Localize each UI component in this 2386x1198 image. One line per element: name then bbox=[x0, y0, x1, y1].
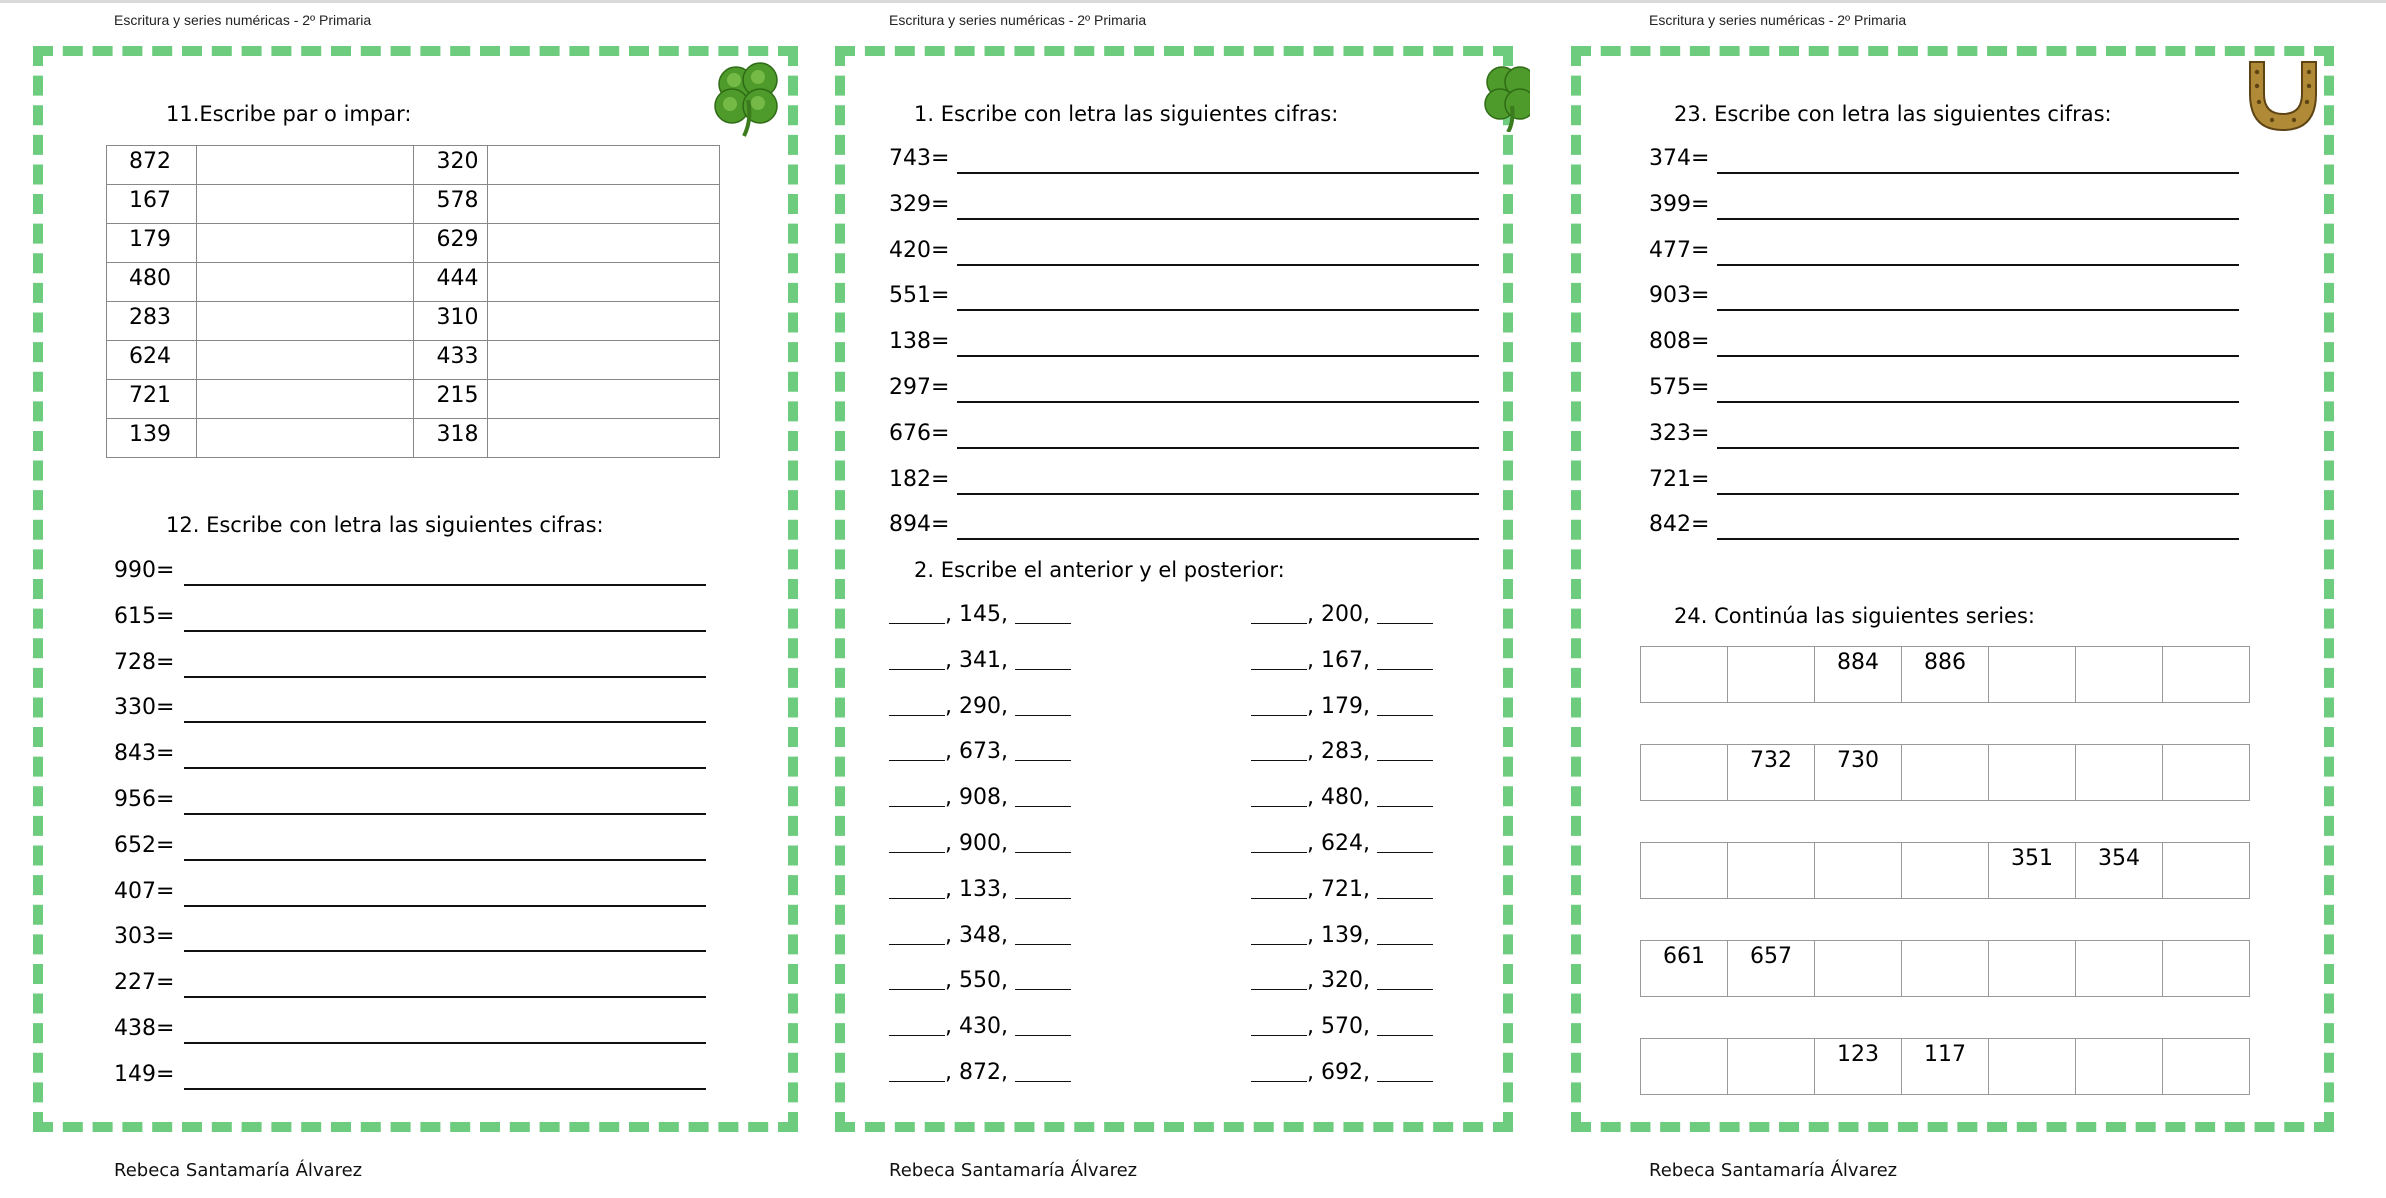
series-answer-cell[interactable] bbox=[1989, 745, 2076, 801]
series-answer-cell[interactable] bbox=[1728, 647, 1815, 703]
series-answer-cell[interactable] bbox=[1728, 843, 1815, 899]
number-label: 842= bbox=[1649, 512, 1710, 538]
number-label: 138= bbox=[889, 329, 950, 355]
sequence-number: , 872, bbox=[945, 1060, 1015, 1085]
number-cell: 139 bbox=[107, 419, 197, 458]
answer-blank[interactable] bbox=[1717, 375, 2239, 403]
sequence-number: , 145, bbox=[945, 602, 1015, 627]
series-row bbox=[1640, 646, 2250, 703]
number-cell: 872 bbox=[107, 146, 197, 185]
number-label: 182= bbox=[889, 466, 950, 492]
series-answer-cell[interactable] bbox=[2163, 1039, 2250, 1095]
series-answer-cell[interactable] bbox=[1989, 941, 2076, 997]
series-row bbox=[1640, 842, 2250, 899]
number-label: 551= bbox=[889, 283, 950, 309]
answer-blank[interactable] bbox=[1717, 146, 2239, 174]
number-label: 438= bbox=[114, 1016, 175, 1041]
writing-line bbox=[1649, 238, 1709, 263]
number-label: 330= bbox=[114, 695, 175, 721]
question-23-title: 23. Escribe con letra las siguientes cifras: bbox=[1674, 102, 2112, 126]
sequence-number: , 721, bbox=[1307, 876, 1377, 902]
sequence-number: , 624, bbox=[1307, 831, 1377, 856]
number-cell: 215 bbox=[414, 380, 488, 419]
writing-line bbox=[1649, 512, 1709, 537]
number-cell: 283 bbox=[107, 302, 197, 341]
writing-line bbox=[1649, 146, 1709, 171]
sequence-number: , 283, bbox=[1307, 739, 1377, 765]
number-label: 728= bbox=[114, 649, 175, 675]
question-11-title: 11.Escribe par o impar: bbox=[166, 102, 412, 126]
series-answer-cell[interactable] bbox=[2163, 843, 2250, 899]
series-answer-cell[interactable] bbox=[1641, 647, 1728, 703]
series-answer-cell[interactable] bbox=[1641, 843, 1728, 899]
question-12-title: 12. Escribe con letra las siguientes cifras: bbox=[166, 513, 604, 537]
page-header: Escritura y series numéricas - 2º Primaria bbox=[1649, 12, 1907, 28]
number-label: 894= bbox=[889, 512, 950, 538]
number-label: 652= bbox=[114, 832, 175, 858]
sequence-number: , 179, bbox=[1307, 693, 1377, 719]
number-label: 407= bbox=[114, 878, 175, 904]
answer-blank[interactable] bbox=[1717, 238, 2239, 266]
number-cell: 629 bbox=[414, 224, 488, 263]
number-label: 420= bbox=[889, 237, 950, 263]
number-label: 956= bbox=[114, 787, 175, 812]
series-number-cell: 661 bbox=[1641, 941, 1728, 997]
series-number-cell: 657 bbox=[1728, 941, 1815, 997]
writing-line bbox=[1649, 283, 1709, 308]
question-1-title: 1. Escribe con letra las siguientes cifras: bbox=[914, 102, 1339, 126]
number-label: 843= bbox=[114, 741, 175, 767]
number-cell: 179 bbox=[107, 224, 197, 263]
series-answer-cell[interactable] bbox=[1641, 745, 1728, 801]
series-answer-cell[interactable] bbox=[1902, 745, 1989, 801]
series-answer-cell[interactable] bbox=[2076, 745, 2163, 801]
horseshoe-icon bbox=[2240, 56, 2326, 136]
writing-line bbox=[1649, 329, 1709, 354]
number-cell: 578 bbox=[414, 185, 488, 224]
series-answer-cell[interactable] bbox=[2163, 745, 2250, 801]
number-label: 903= bbox=[1649, 283, 1710, 309]
sequence-number: , 320, bbox=[1307, 968, 1377, 994]
sequence-number: , 692, bbox=[1307, 1060, 1377, 1085]
writing-line bbox=[1649, 375, 1709, 400]
writing-line bbox=[1649, 467, 1709, 492]
sequence-number: , 550, bbox=[945, 968, 1015, 994]
series-number-cell: 732 bbox=[1728, 745, 1815, 801]
number-cell: 480 bbox=[107, 263, 197, 302]
number-label: 743= bbox=[889, 146, 950, 171]
question-2-title: 2. Escribe el anterior y el posterior: bbox=[914, 558, 1285, 582]
number-label: 303= bbox=[114, 924, 175, 950]
series-answer-cell[interactable] bbox=[1641, 1039, 1728, 1095]
series-answer-cell[interactable] bbox=[1815, 941, 1902, 997]
series-answer-cell[interactable] bbox=[2076, 1039, 2163, 1095]
number-cell: 320 bbox=[414, 146, 488, 185]
sequence-number: , 341, bbox=[945, 647, 1015, 673]
sequence-number: , 200, bbox=[1307, 602, 1377, 627]
series-answer-cell[interactable] bbox=[1989, 647, 2076, 703]
number-cell: 721 bbox=[107, 380, 197, 419]
number-label: 149= bbox=[114, 1061, 175, 1087]
answer-blank[interactable] bbox=[1717, 329, 2239, 357]
answer-blank[interactable] bbox=[1717, 467, 2239, 495]
series-answer-cell[interactable] bbox=[2076, 647, 2163, 703]
number-label: 990= bbox=[114, 558, 175, 583]
sequence-number: , 290, bbox=[945, 693, 1015, 719]
writing-line bbox=[1649, 421, 1709, 446]
series-row bbox=[1640, 1038, 2250, 1095]
number-cell: 444 bbox=[414, 263, 488, 302]
series-number-cell: 117 bbox=[1902, 1039, 1989, 1095]
series-answer-cell[interactable] bbox=[1902, 843, 1989, 899]
answer-blank[interactable] bbox=[1717, 421, 2239, 449]
number-label: 329= bbox=[889, 191, 950, 217]
number-label: 399= bbox=[1649, 191, 1710, 217]
number-label: 297= bbox=[889, 375, 950, 400]
number-label: 374= bbox=[1649, 146, 1710, 171]
answer-blank[interactable] bbox=[1717, 283, 2239, 311]
series-answer-cell[interactable] bbox=[1902, 941, 1989, 997]
number-label: 615= bbox=[114, 603, 175, 629]
series-row bbox=[1640, 940, 2250, 997]
series-number-cell: 354 bbox=[2076, 843, 2163, 899]
series-number-cell: 886 bbox=[1902, 647, 1989, 703]
series-number-cell: 884 bbox=[1815, 647, 1902, 703]
number-cell: 624 bbox=[107, 341, 197, 380]
number-cell: 318 bbox=[414, 419, 488, 458]
answer-blank[interactable] bbox=[1717, 512, 2239, 540]
number-cell: 310 bbox=[414, 302, 488, 341]
sequence-number: , 348, bbox=[945, 922, 1015, 948]
series-answer-cell[interactable] bbox=[2076, 941, 2163, 997]
page-header: Escritura y series numéricas - 2º Primaria bbox=[889, 12, 1147, 28]
number-label: 323= bbox=[1649, 420, 1710, 446]
sequence-number: , 908, bbox=[945, 785, 1015, 811]
series-answer-cell[interactable] bbox=[1728, 1039, 1815, 1095]
series-answer-cell[interactable] bbox=[2163, 647, 2250, 703]
number-label: 721= bbox=[1649, 466, 1710, 492]
series-number-cell: 351 bbox=[1989, 843, 2076, 899]
series-row bbox=[1640, 744, 2250, 801]
sequence-number: , 430, bbox=[945, 1014, 1015, 1040]
number-label: 477= bbox=[1649, 237, 1710, 263]
number-cell: 433 bbox=[414, 341, 488, 380]
page-footer: Rebeca Santamaría Álvarez bbox=[1649, 1160, 1898, 1181]
number-label: 227= bbox=[114, 970, 175, 996]
sequence-number: , 900, bbox=[945, 831, 1015, 856]
number-label: 575= bbox=[1649, 375, 1710, 400]
number-label: 808= bbox=[1649, 329, 1710, 355]
question-24-title: 24. Continúa las siguientes series: bbox=[1674, 604, 2035, 628]
page-header: Escritura y series numéricas - 2º Primaria bbox=[114, 12, 372, 28]
page-footer: Rebeca Santamaría Álvarez bbox=[114, 1160, 363, 1181]
sequence-number: , 673, bbox=[945, 739, 1015, 765]
series-number-cell: 730 bbox=[1815, 745, 1902, 801]
sequence-number: , 480, bbox=[1307, 785, 1377, 811]
series-answer-cell[interactable] bbox=[1989, 1039, 2076, 1095]
sequence-number: , 570, bbox=[1307, 1014, 1377, 1040]
sequence-number: , 133, bbox=[945, 876, 1015, 902]
series-answer-cell[interactable] bbox=[2163, 941, 2250, 997]
number-label: 676= bbox=[889, 420, 950, 446]
number-cell: 167 bbox=[107, 185, 197, 224]
sequence-number: , 139, bbox=[1307, 922, 1377, 948]
series-answer-cell[interactable] bbox=[1815, 843, 1902, 899]
answer-blank[interactable] bbox=[1717, 192, 2239, 220]
page-footer: Rebeca Santamaría Álvarez bbox=[889, 1160, 1138, 1181]
series-number-cell: 123 bbox=[1815, 1039, 1902, 1095]
writing-line bbox=[1649, 192, 1709, 217]
sequence-number: , 167, bbox=[1307, 647, 1377, 673]
